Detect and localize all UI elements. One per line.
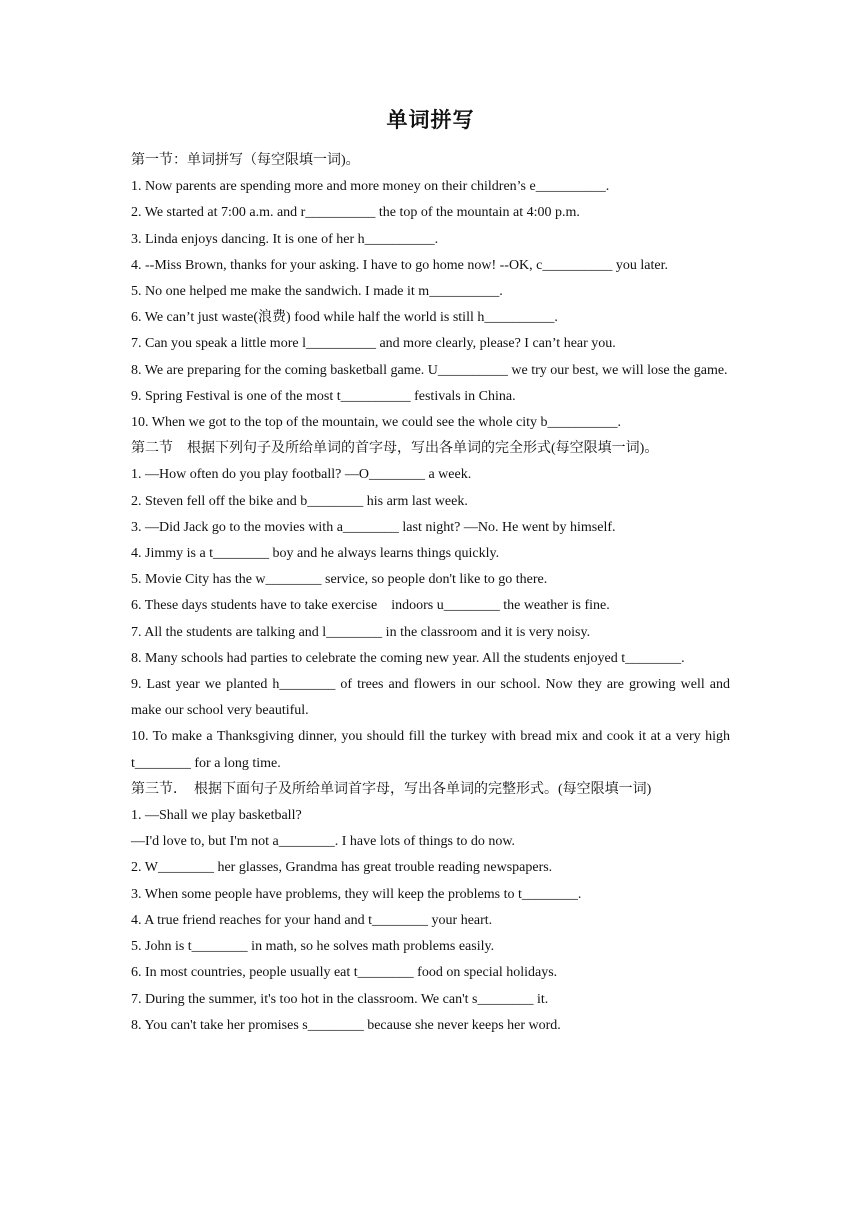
section2-item-10: 10. To make a Thanksgiving dinner, you should fill the turkey with bread mix and cook it at a very high t________ for a long time. <box>131 729 730 771</box>
section2-heading: 第二节 根据下列句子及所给单词的首字母，写出各单词的完全形式(每空限填一词)。 <box>131 441 659 457</box>
section1-item-8: 8. We are preparing for the coming basketball game. U__________ we try our best, we will lose the game. <box>131 362 728 378</box>
section3-item-1-reply: —I'd love to, but I'm not a________. I have lots of things to do now. <box>131 834 516 850</box>
section1-item-3: 3. Linda enjoys dancing. It is one of her h__________. <box>131 231 439 247</box>
section1-heading: 第一节：单词拼写（每空限填一词)。 <box>131 153 360 168</box>
section2-item-1: 1. —How often do you play football? —O________ a week. <box>131 467 472 483</box>
section3-item-8: 8. You can't take her promises s________ because she never keeps her word. <box>131 1017 561 1033</box>
section1-item-5: 5. No one helped me make the sandwich. I made it m__________. <box>131 284 503 300</box>
section2-item-2: 2. Steven fell off the bike and b________ his arm last week. <box>131 493 468 509</box>
section2-item-3: 3. —Did Jack go to the movies with a________ last night? —No. He went by himself. <box>131 519 616 535</box>
section1-item-9: 9. Spring Festival is one of the most t__________ festivals in China. <box>131 388 516 404</box>
section1-item-2: 2. We started at 7:00 a.m. and r__________ the top of the mountain at 4:00 p.m. <box>131 205 580 221</box>
section3-item-4: 4. A true friend reaches for your hand and t________ your heart. <box>131 912 493 928</box>
section2-item-7: 7. All the students are talking and l________ in the classroom and it is very noisy. <box>131 624 591 640</box>
section1-item-4: 4. --Miss Brown, thanks for your asking. I have to go home now! --OK, c__________ you later. <box>131 257 668 273</box>
section3-item-7: 7. During the summer, it's too hot in the classroom. We can't s________ it. <box>131 991 549 1007</box>
section2-item-9: 9. Last year we planted h________ of trees and flowers in our school. Now they are growing well and make our school very beautiful. <box>131 677 730 719</box>
worksheet-body <box>131 148 730 1039</box>
section3-heading: 第三节． 根据下面句子及所给单词首字母，写出各单词的完整形式。(每空限填一词) <box>131 781 652 797</box>
section3-item-3: 3. When some people have problems, they will keep the problems to t________. <box>131 886 582 902</box>
section2-item-4: 4. Jimmy is a t________ boy and he always learns things quickly. <box>131 546 500 562</box>
section1-item-6: 6. We can’t just waste(浪费) food while half the world is still h__________. <box>131 310 558 326</box>
section1-item-10: 10. When we got to the top of the mountain, we could see the whole city b__________. <box>131 415 622 431</box>
section2-item-8: 8. Many schools had parties to celebrate the coming new year. All the students enjoyed t________. <box>131 650 685 666</box>
section3-item-6: 6. In most countries, people usually eat t________ food on special holidays. <box>131 965 558 981</box>
section3-item-2: 2. W________ her glasses, Grandma has great trouble reading newspapers. <box>131 860 553 876</box>
section2-item-6: 6. These days students have to take exercise indoors u________ the weather is fine. <box>131 598 610 614</box>
section3-item-1: 1. —Shall we play basketball? <box>131 808 302 824</box>
section1-item-7: 7. Can you speak a little more l__________ and more clearly, please? I can’t hear you. <box>131 336 616 352</box>
section3-item-5: 5. John is t________ in math, so he solves math problems easily. <box>131 939 495 955</box>
section1-item-1: 1. Now parents are spending more and more money on their children’s e__________. <box>131 179 610 195</box>
section2-item-5: 5. Movie City has the w________ service, so people don't like to go there. <box>131 572 548 588</box>
page-title: 单词拼写 <box>386 108 475 132</box>
